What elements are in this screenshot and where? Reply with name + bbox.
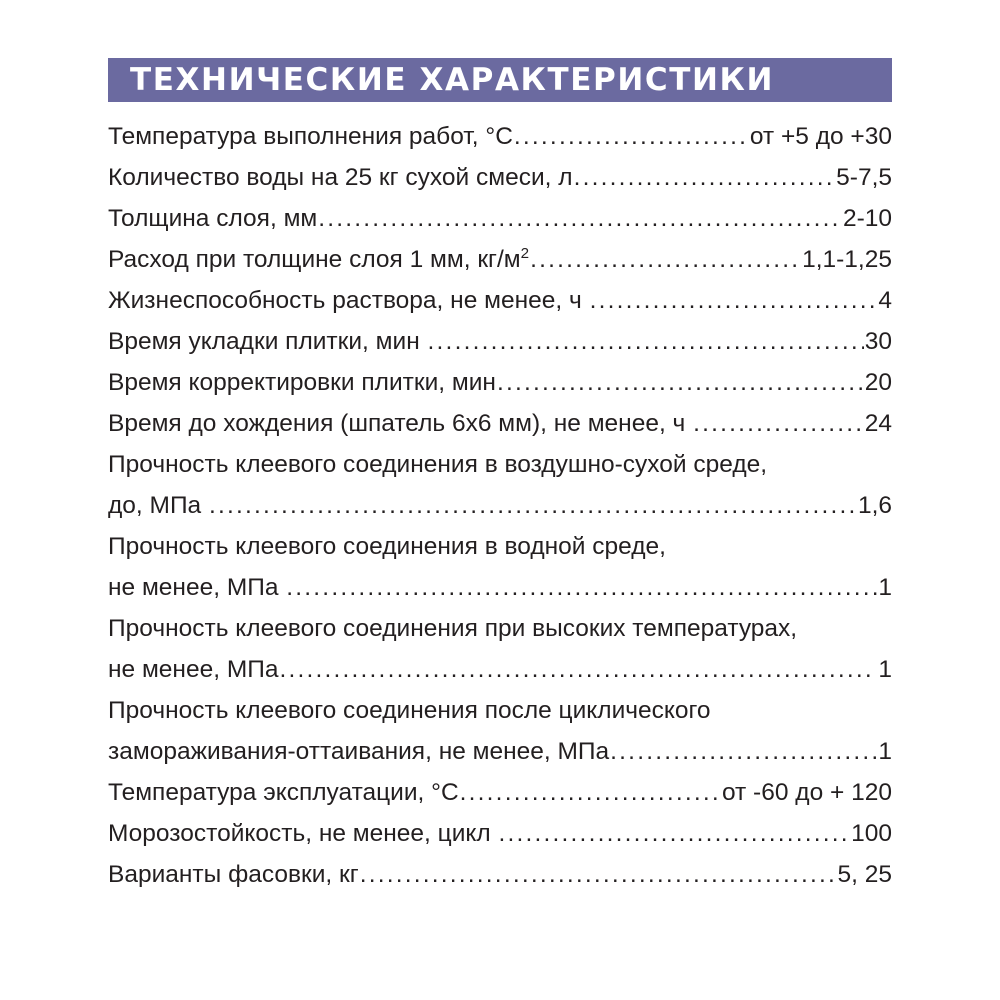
- spec-label-line: Прочность клеевого соединения в водной среде,: [108, 533, 666, 560]
- spec-value-line: [108, 813, 892, 854]
- spec-label: Расход при толщине слоя 1 мм, $кг/м^2$: [108, 244, 530, 273]
- leader-dots: [574, 157, 836, 198]
- spec-value-line: [108, 731, 892, 772]
- spec-value-line: [108, 567, 892, 608]
- spec-label: Температура эксплуатации, °C: [108, 779, 459, 806]
- spec-value-line: [108, 116, 892, 157]
- leader-dots: [360, 854, 837, 895]
- spec-label: не менее, МПа: [108, 574, 286, 601]
- spec-label-line: Прочность клеевого соединения в воздушно-сухой среде,: [108, 451, 768, 478]
- leader-dots: [279, 649, 870, 690]
- spec-value: 1,6: [857, 492, 892, 519]
- leader-dots: [530, 239, 801, 280]
- spec-row: [108, 813, 892, 854]
- spec-label: Варианты фасовки, кг: [108, 861, 359, 888]
- spec-row: [108, 403, 892, 444]
- spec-value: 1: [878, 738, 892, 765]
- spec-label: до, МПа: [108, 492, 208, 519]
- spec-value: от +5 до +30: [749, 123, 892, 150]
- leader-dots: [318, 198, 842, 239]
- spec-row: [108, 608, 892, 690]
- spec-row: [108, 198, 892, 239]
- spec-value: 24: [864, 410, 892, 437]
- spec-label-line: Прочность клеевого соединения после циклического: [108, 697, 711, 724]
- spec-value-line: [108, 403, 892, 444]
- leader-dots: [497, 362, 864, 403]
- leader-dots: [286, 567, 877, 608]
- spec-value-line: [108, 772, 892, 813]
- spec-row: [108, 239, 892, 280]
- spec-row: [108, 116, 892, 157]
- spec-label: замораживания-оттаивания, не менее, МПа: [108, 738, 610, 765]
- spec-value: 1: [871, 656, 892, 683]
- spec-value-line: [108, 485, 892, 526]
- spec-label: Время корректировки плитки, мин: [108, 369, 496, 396]
- spec-label: Толщина слоя, мм: [108, 205, 318, 232]
- spec-row: [108, 854, 892, 895]
- spec-row: [108, 526, 892, 608]
- leader-dots: [610, 731, 877, 772]
- spec-value: 2-10: [842, 205, 892, 232]
- leader-dots: [209, 485, 857, 526]
- spec-row: [108, 444, 892, 526]
- spec-row: [108, 280, 892, 321]
- spec-value-line: [108, 280, 892, 321]
- spec-row: [108, 690, 892, 772]
- spec-value: 5-7,5: [836, 164, 892, 191]
- spec-row: [108, 157, 892, 198]
- spec-value-line: [108, 239, 892, 280]
- spec-value: от -60 до + 120: [721, 779, 892, 806]
- leader-dots: [428, 321, 864, 362]
- spec-value: 5, 25: [837, 861, 892, 888]
- spec-label-line: Прочность клеевого соединения при высоких температурах,: [108, 615, 798, 642]
- leader-dots: [460, 772, 721, 813]
- page-title: ТЕХНИЧЕСКИЕ ХАРАКТЕРИСТИКИ: [108, 58, 892, 102]
- spec-value: 1: [878, 574, 892, 601]
- spec-label: Время укладки плитки, мин: [108, 328, 427, 355]
- spec-label-superscript: 2: [520, 244, 530, 262]
- spec-row: [108, 772, 892, 813]
- spec-label: Жизнеспособность раствора, не менее, ч: [108, 287, 589, 314]
- spec-label: Время до хождения (шпатель 6х6 мм), не менее, ч: [108, 410, 693, 437]
- leader-dots: [514, 116, 749, 157]
- specifications-list: [108, 116, 892, 895]
- spec-value: 30: [864, 328, 892, 355]
- spec-value: 20: [864, 369, 892, 396]
- spec-label: Морозостойкость, не менее, цикл: [108, 820, 498, 847]
- spec-value-line: [108, 362, 892, 403]
- spec-label: не менее, МПа: [108, 656, 279, 683]
- spec-value-line: [108, 321, 892, 362]
- spec-value: 1,1-1,25: [802, 246, 892, 273]
- leader-dots: [499, 813, 851, 854]
- spec-row: [108, 362, 892, 403]
- spec-value-line: [108, 649, 892, 690]
- spec-value: 4: [878, 287, 892, 314]
- spec-label: Температура выполнения работ, °C: [108, 123, 513, 150]
- leader-dots: [693, 403, 864, 444]
- leader-dots: [590, 280, 878, 321]
- spec-value-line: [108, 157, 892, 198]
- spec-label: Количество воды на 25 кг сухой смеси, л: [108, 164, 573, 191]
- spec-value: 100: [851, 820, 892, 847]
- spec-row: [108, 321, 892, 362]
- spec-value-line: [108, 198, 892, 239]
- spec-value-line: [108, 854, 892, 895]
